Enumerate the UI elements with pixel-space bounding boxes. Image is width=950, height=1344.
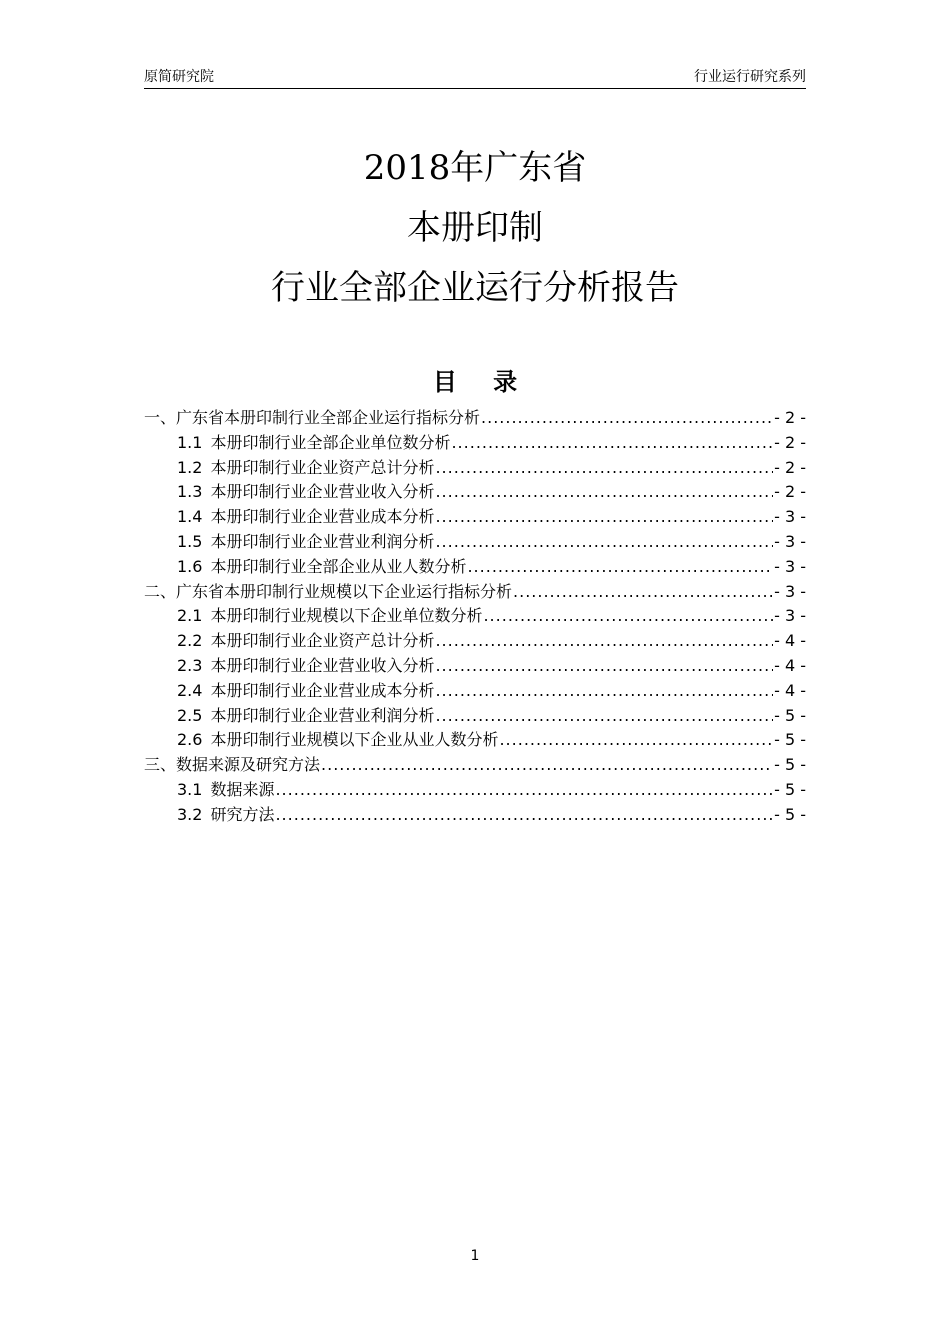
toc-entry-page: - 4 - [774, 680, 806, 700]
toc-entry-page: - 4 - [774, 631, 806, 651]
toc-entry-page: - 5 - [774, 730, 806, 750]
toc-dot-leader [435, 456, 773, 481]
toc-entry-page: - 2 - [774, 432, 806, 452]
toc-entry-number: 2.6 [177, 730, 203, 750]
toc-entry-label: 一、广东省本册印制行业全部企业运行指标分析 [144, 408, 481, 427]
toc-entry-number: 2.4 [177, 680, 203, 700]
toc-entry[interactable] [144, 505, 806, 530]
toc-entry[interactable] [144, 728, 806, 753]
toc-entry-label: 二、广东省本册印制行业规模以下企业运行指标分析 [144, 581, 513, 601]
toc-entry-label: 本册印制行业企业资产总计分析 [210, 631, 435, 651]
toc-entry[interactable] [144, 456, 806, 481]
toc-entry-number: 3.2 [177, 804, 203, 824]
toc-entry-page: - 2 - [774, 408, 806, 427]
toc-dot-leader [435, 704, 773, 729]
toc-entry-number: 1.1 [177, 432, 203, 452]
toc-entry-number: 1.6 [177, 556, 203, 576]
toc-entry-number: 2.3 [177, 655, 203, 675]
toc-entry-number: 1.2 [177, 457, 203, 477]
toc-entry-label: 本册印制行业全部企业从业人数分析 [210, 556, 467, 576]
toc-dot-leader [321, 753, 773, 778]
toc-entry-label: 本册印制行业企业营业成本分析 [210, 507, 435, 527]
title-line-1: 2018年广东省 [363, 148, 587, 188]
toc-entry-label: 本册印制行业规模以下企业单位数分析 [210, 606, 483, 626]
toc-entry[interactable] [144, 704, 806, 729]
toc-entry-page: - 5 - [774, 804, 806, 824]
toc-entry-label: 本册印制行业企业资产总计分析 [210, 457, 435, 477]
toc-entry[interactable] [144, 679, 806, 704]
toc-dot-leader [435, 654, 773, 679]
toc-dot-leader [435, 505, 773, 530]
toc-entry-label: 本册印制行业全部企业单位数分析 [210, 432, 451, 452]
toc-entry[interactable] [144, 480, 806, 505]
toc-entry-page: - 3 - [774, 556, 806, 576]
toc-entry[interactable] [144, 604, 806, 629]
toc-entry-page: - 4 - [774, 655, 806, 675]
toc-dot-leader [513, 580, 773, 605]
toc-heading: 目 录 [432, 368, 532, 396]
table-of-contents [144, 406, 806, 828]
header-series: 行业运行研究系列 [694, 69, 806, 85]
toc-entry-number: 3.1 [177, 779, 203, 799]
toc-entry-number: 1.5 [177, 531, 203, 551]
toc-entry[interactable] [144, 753, 806, 778]
toc-entry[interactable] [144, 431, 806, 456]
toc-entry-label: 本册印制行业企业营业收入分析 [210, 482, 435, 502]
toc-entry-label: 本册印制行业企业营业收入分析 [210, 655, 435, 675]
toc-entry[interactable] [144, 580, 806, 605]
toc-entry-label: 研究方法 [210, 804, 275, 824]
toc-entry-label: 本册印制行业企业营业利润分析 [210, 531, 435, 551]
toc-entry-page: - 5 - [774, 705, 806, 725]
toc-dot-leader [435, 530, 773, 555]
toc-entry[interactable] [144, 778, 806, 803]
page-number: 1 [470, 1248, 480, 1264]
toc-entry-label: 三、数据来源及研究方法 [144, 755, 321, 775]
toc-dot-leader [435, 679, 773, 704]
toc-entry-page: - 2 - [774, 482, 806, 502]
toc-entry-label: 本册印制行业企业营业成本分析 [210, 680, 435, 700]
toc-entry-number: 1.3 [177, 482, 203, 502]
toc-dot-leader [481, 406, 773, 431]
toc-entry[interactable] [144, 654, 806, 679]
toc-dot-leader [499, 728, 773, 753]
toc-dot-leader [275, 778, 773, 803]
page-header [144, 66, 806, 89]
toc-entry-label: 本册印制行业规模以下企业从业人数分析 [210, 730, 499, 750]
toc-entry-number: 1.4 [177, 507, 203, 527]
toc-entry[interactable] [144, 629, 806, 654]
toc-entry-page: - 3 - [774, 581, 806, 601]
report-title [0, 138, 950, 318]
toc-entry-page: - 5 - [774, 779, 806, 799]
toc-dot-leader [467, 555, 773, 580]
toc-dot-leader [435, 629, 773, 654]
toc-dot-leader [483, 604, 773, 629]
toc-entry-number: 2.1 [177, 606, 203, 626]
toc-entry[interactable] [144, 803, 806, 828]
toc-entry[interactable] [144, 406, 806, 431]
toc-entry-page: - 3 - [774, 531, 806, 551]
toc-entry-page: - 3 - [774, 507, 806, 527]
toc-entry-label: 本册印制行业企业营业利润分析 [210, 705, 435, 725]
title-line-2: 本册印制 [407, 208, 543, 248]
toc-entry[interactable] [144, 530, 806, 555]
toc-entry[interactable] [144, 555, 806, 580]
toc-entry-number: 2.2 [177, 631, 203, 651]
toc-dot-leader [451, 431, 773, 456]
toc-entry-page: - 3 - [774, 606, 806, 626]
toc-dot-leader [275, 803, 773, 828]
header-organization: 原简研究院 [144, 69, 214, 85]
toc-entry-number: 2.5 [177, 705, 203, 725]
title-line-3: 行业全部企业运行分析报告 [271, 268, 679, 308]
toc-entry-label: 数据来源 [210, 779, 275, 799]
toc-entry-page: - 2 - [774, 457, 806, 477]
toc-entry-page: - 5 - [774, 755, 806, 775]
toc-dot-leader [435, 480, 773, 505]
